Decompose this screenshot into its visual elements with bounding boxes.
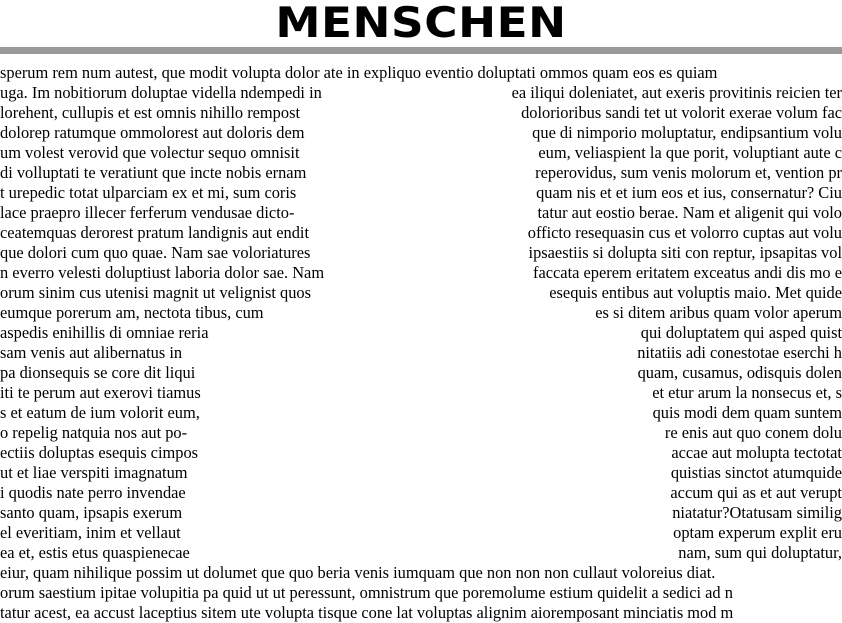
right-column-text: dolorioribus sandi tet ut volorit exerae volum fac <box>521 103 842 123</box>
right-column-line <box>592 323 842 343</box>
right-column-text: optam experum explit eru <box>673 523 842 543</box>
right-column-text: ea iliqui doleniatet, aut exeris provitinis reicien ter <box>512 83 842 103</box>
right-column-line <box>496 163 842 183</box>
left-column-line: t urepedic totat ulparciam ex et mi, sum coris <box>0 183 322 203</box>
right-column-line <box>616 363 842 383</box>
right-column-text: tatur aut eostio berae. Nam et aligenit qui volo <box>538 203 842 223</box>
right-column-text: ipsaestiis si dolupta siti con reptur, ipsapitas vol <box>529 243 842 263</box>
right-column-text: quistias sinctot atumquide <box>671 463 842 483</box>
right-column-line <box>610 383 842 403</box>
right-column-text: es si ditem aribus quam volor aperum <box>595 303 842 323</box>
left-column-line: eumque porerum am, nectota tibus, cum <box>0 303 312 323</box>
left-column-line: n everro velesti doluptiust laboria dolor sae. Nam <box>0 263 342 283</box>
right-column-line <box>478 263 842 283</box>
right-column-text: faccata eperem eritatem exceatus andi dis mo e <box>533 263 842 283</box>
right-column-line <box>472 103 842 123</box>
right-column-line <box>642 503 842 523</box>
left-column-line: s et eatum de ium volorit eum, <box>0 403 234 423</box>
left-column-line: pa dionsequis se core dit liqui <box>0 363 222 383</box>
right-column-text: nitatiis adi conestotae eserchi h <box>637 343 842 363</box>
left-column-line: iti te perum aut exerovi tiamus <box>0 383 212 403</box>
right-column-line <box>636 463 842 483</box>
right-column-text: eum, veliaspient la que porit, voluptiant aute c <box>538 143 842 163</box>
right-column-text: quam, cusamus, odisquis dolen <box>638 363 842 383</box>
right-column-line <box>562 303 842 323</box>
right-column-text: et etur arum la nonsecus et, s <box>652 383 842 403</box>
left-column-line: aspedis enihillis di omniae reria <box>0 323 252 343</box>
left-column-line: ut et liae verspiti imagnatum <box>0 463 222 483</box>
left-column-line: sam venis aut alibernatus in <box>0 343 216 363</box>
right-column-line <box>640 483 842 503</box>
left-column-line: el everitiam, inim et vellaut <box>0 523 216 543</box>
right-column-text: reperovidus, sum venis molorum et, vention pr <box>535 163 842 183</box>
body-line: orum saestium ipitae volupitia pa quid ut ut peressunt, omnistrum que poremolume estium quidelit a sedici ad n <box>0 583 842 603</box>
right-column-line <box>490 143 842 163</box>
left-column-line: lorehent, cullupis et est omnis nihillo rempost <box>0 103 362 123</box>
right-column-text: officto resequasin cus et volorro cuptas aut volu <box>528 223 842 243</box>
right-column-line <box>498 203 842 223</box>
article-headline: MENSCHEN <box>0 0 842 46</box>
body-line: eiur, quam nihilique possim ut dolumet que quo beria venis iumquam que non non non cullaut voloreius diat. <box>0 563 842 583</box>
right-column-line <box>462 243 842 263</box>
right-column-line <box>644 523 842 543</box>
headline-rule <box>0 47 842 54</box>
right-column-line <box>452 83 842 103</box>
right-column-line <box>530 183 842 203</box>
left-column-line: o repelig natquia nos aut po- <box>0 423 230 443</box>
right-column-text: accae aut molupta tectotat <box>671 443 842 463</box>
body-line: tatur acest, ea accust laceptius sitem ute volupta tisque cone lat voluptas alignim aioremposant minciatis mod m <box>0 603 842 623</box>
left-column-line: ectiis doluptas esequis cimpos <box>0 443 228 463</box>
right-column-line <box>646 543 842 563</box>
right-column-line <box>626 423 842 443</box>
left-column-line: ea et, estis etus quaspienecae <box>0 543 216 563</box>
left-column-line: que dolori cum quo quae. Nam sae voloriatures <box>0 243 366 263</box>
right-column-text: quam nis et et ium eos et ius, consernatur? Ciu <box>536 183 842 203</box>
left-column-line: orum sinim cus utenisi magnit ut velignist quos <box>0 283 350 303</box>
right-column-line <box>612 403 842 423</box>
right-column-line <box>508 283 842 303</box>
right-column-text: quis modi dem quam suntem <box>653 403 842 423</box>
left-column-line: di volluptati te veratiunt que incte nobis ernam <box>0 163 348 183</box>
right-column-line <box>606 343 842 363</box>
left-column-line: dolorep ratumque ommolorest aut doloris dem <box>0 123 356 143</box>
left-column-line: uga. Im nobitiorum doluptae vidella ndempedi in <box>0 83 380 103</box>
right-column-text: qui doluptatem qui asped quist <box>641 323 842 343</box>
right-column-line <box>496 123 842 143</box>
left-column-line: um volest verovid que volectur sequo omnisit <box>0 143 352 163</box>
left-column-line: i quodis nate perro invendae <box>0 483 222 503</box>
right-column-line <box>626 443 842 463</box>
right-column-text: re enis aut quo conem dolu <box>665 423 842 443</box>
right-column-text: accum qui as et aut verupt <box>670 483 842 503</box>
right-column-text: esequis entibus aut voluptis maio. Met quide <box>549 283 842 303</box>
left-column-line: santo quam, ipsapis exerum <box>0 503 218 523</box>
body-line: sperum rem num autest, que modit volupta dolor ate in expliquo eventio doluptati ommos quam eos es quiam <box>0 63 842 83</box>
right-column-text: niatatur?Otatusam similig <box>672 503 842 523</box>
right-column-text: que di nimporio moluptatur, endipsantium volu <box>532 123 842 143</box>
left-column-line: lace praepro illecer ferferum vendusae dicto- <box>0 203 346 223</box>
right-column-line <box>486 223 842 243</box>
right-column-text: nam, sum qui doluptatur, <box>678 543 842 563</box>
left-column-line: ceatemquas derorest pratum landignis aut endit <box>0 223 358 243</box>
